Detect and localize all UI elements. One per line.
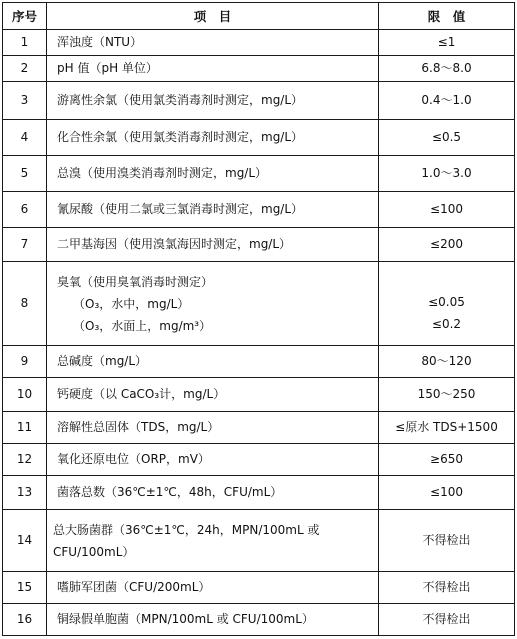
row-item <box>47 82 379 120</box>
table-row <box>3 444 515 476</box>
row-number: 16 <box>3 604 47 636</box>
row-number: 12 <box>3 444 47 476</box>
table-row <box>3 56 515 82</box>
row-limit <box>379 56 515 82</box>
item-text: 总溴（使用溴类消毒剂时测定，mg/L） <box>57 166 268 180</box>
water-quality-limits-table <box>2 2 515 636</box>
row-item <box>47 156 379 192</box>
table-row <box>3 82 515 120</box>
table-row <box>3 30 515 56</box>
row-limit <box>379 510 515 572</box>
row-item <box>47 262 379 346</box>
table-row <box>3 476 515 510</box>
row-number: 9 <box>3 346 47 378</box>
table-row <box>3 572 515 604</box>
row-item <box>47 572 379 604</box>
limit-value: 80～120 <box>421 354 472 368</box>
row-limit <box>379 476 515 510</box>
row-limit <box>379 604 515 636</box>
item-text: 游离性余氯（使用氯类消毒剂时测定，mg/L） <box>57 93 304 107</box>
limit-value: ≤100 <box>430 485 463 499</box>
table-row <box>3 378 515 412</box>
item-text: 嗜肺军团菌（CFU/200mL） <box>57 580 211 594</box>
row-item <box>47 192 379 228</box>
item-subtext: （O₃，水面上，mg/m³） <box>73 318 212 333</box>
row-limit <box>379 156 515 192</box>
row-item <box>47 412 379 444</box>
limit-value: ≤原水 TDS+1500 <box>395 420 498 434</box>
table-row <box>3 412 515 444</box>
row-number: 15 <box>3 572 47 604</box>
limit-value: ≤0.2 <box>431 316 462 331</box>
table-row <box>3 262 515 346</box>
item-subtext: （O₃，水中，mg/L） <box>73 296 190 311</box>
row-number: 5 <box>3 156 47 192</box>
item-text: 化合性余氯（使用氯类消毒剂时测定，mg/L） <box>57 130 304 144</box>
row-item <box>47 346 379 378</box>
item-text: 臭氧（使用臭氧消毒时测定） <box>57 274 214 289</box>
item-text: 二甲基海因（使用溴氯海因时测定，mg/L） <box>57 237 292 251</box>
table-row <box>3 120 515 156</box>
table-row <box>3 604 515 636</box>
row-limit <box>379 30 515 56</box>
item-text: 铜绿假单胞菌（MPN/100mL 或 CFU/100mL） <box>57 612 314 626</box>
header-item: 项 目 <box>47 3 379 30</box>
item-text: 总碱度（mg/L） <box>57 354 148 368</box>
row-limit <box>379 262 515 346</box>
row-limit <box>379 120 515 156</box>
row-item <box>47 476 379 510</box>
table-header-row <box>3 3 515 30</box>
limit-value: ≤0.05 <box>428 294 465 309</box>
row-item <box>47 30 379 56</box>
limit-value: 不得检出 <box>422 612 471 626</box>
table-row <box>3 228 515 262</box>
header-serial-no: 序号 <box>3 3 47 30</box>
row-number: 7 <box>3 228 47 262</box>
row-item <box>47 444 379 476</box>
table-row <box>3 156 515 192</box>
row-limit <box>379 192 515 228</box>
item-text: pH 值（pH 单位） <box>57 61 158 75</box>
row-limit <box>379 444 515 476</box>
row-number: 1 <box>3 30 47 56</box>
item-text: 氧化还原电位（ORP，mV） <box>57 452 210 466</box>
limit-value: ≤100 <box>430 202 463 216</box>
item-text: 菌落总数（36℃±1℃，48h，CFU/mL） <box>57 485 283 499</box>
row-item <box>47 56 379 82</box>
row-number: 11 <box>3 412 47 444</box>
item-text: 钙硬度（以 CaCO₃计，mg/L） <box>57 387 226 401</box>
table-row <box>3 510 515 572</box>
row-item <box>47 604 379 636</box>
limit-value: 1.0～3.0 <box>421 166 472 180</box>
row-limit <box>379 412 515 444</box>
row-limit <box>379 378 515 412</box>
row-limit <box>379 572 515 604</box>
item-text: 溶解性总固体（TDS，mg/L） <box>57 420 220 434</box>
row-number: 13 <box>3 476 47 510</box>
limit-value: 150～250 <box>417 387 476 401</box>
row-number: 2 <box>3 56 47 82</box>
table-row <box>3 192 515 228</box>
row-number: 4 <box>3 120 47 156</box>
limit-value: 不得检出 <box>422 580 471 594</box>
limit-value: ≤0.5 <box>431 130 462 144</box>
table-row <box>3 346 515 378</box>
row-number: 10 <box>3 378 47 412</box>
row-number: 6 <box>3 192 47 228</box>
limit-value: ≤200 <box>430 237 463 251</box>
row-item <box>47 228 379 262</box>
row-limit <box>379 82 515 120</box>
limit-value: ≥650 <box>430 452 463 466</box>
item-text: 浑浊度（NTU） <box>57 35 143 49</box>
limit-value: 不得检出 <box>422 533 471 547</box>
item-text: 总大肠菌群（36℃±1℃，24h，MPN/100mL 或 CFU/100mL） <box>53 522 320 559</box>
row-item <box>47 378 379 412</box>
limit-value: 0.4～1.0 <box>421 93 472 107</box>
item-text: 氰尿酸（使用二氯或三氯消毒时测定，mg/L） <box>57 202 304 216</box>
row-number: 8 <box>3 262 47 346</box>
row-item <box>47 510 379 572</box>
row-number: 14 <box>3 510 47 572</box>
row-number: 3 <box>3 82 47 120</box>
limit-value: 6.8～8.0 <box>421 61 472 75</box>
header-limit: 限 值 <box>379 3 515 30</box>
row-limit <box>379 346 515 378</box>
row-item <box>47 120 379 156</box>
row-limit <box>379 228 515 262</box>
limit-value: ≤1 <box>437 35 456 49</box>
